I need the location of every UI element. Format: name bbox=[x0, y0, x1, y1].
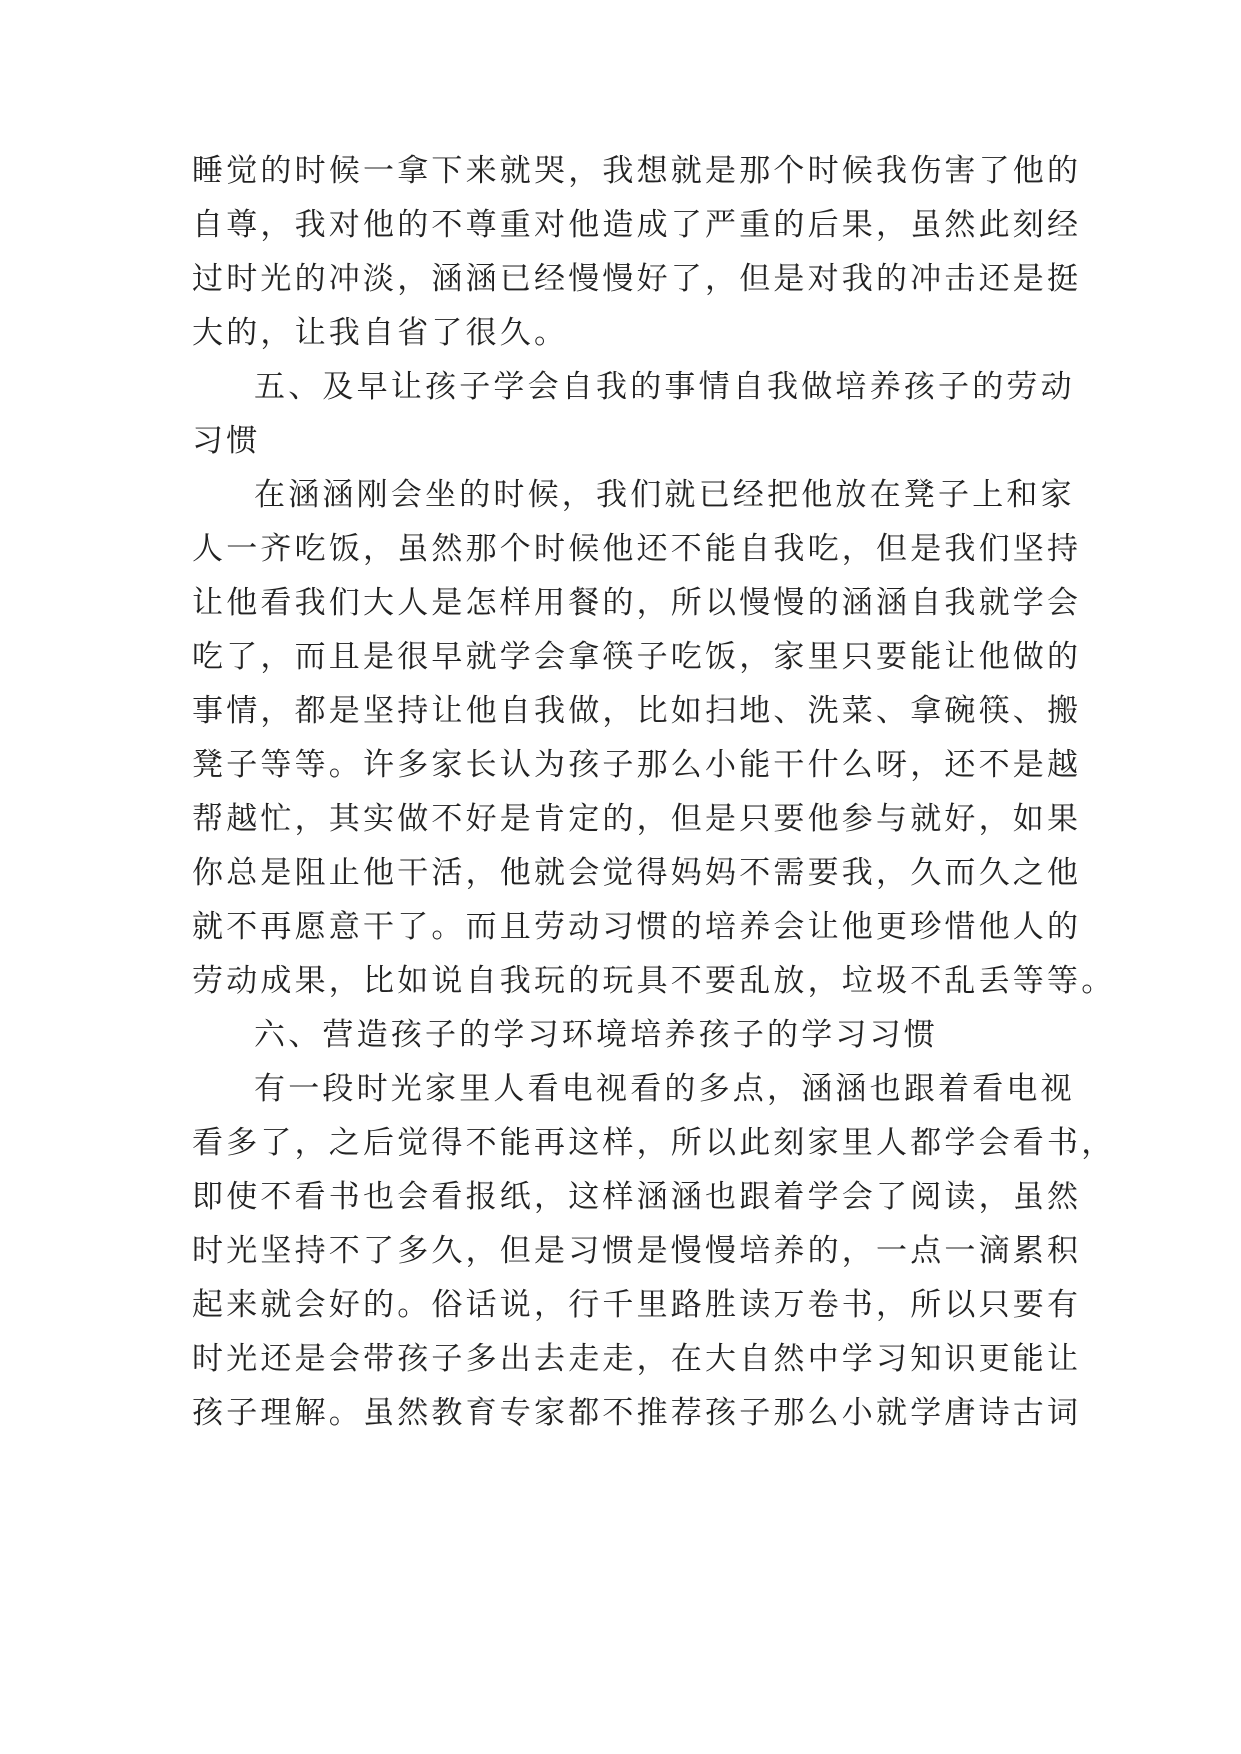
text-line: 孩子理解。虽然教育专家都不推荐孩子那么小就学唐诗古词 bbox=[192, 1395, 1082, 1431]
text-line: 睡觉的时候一拿下来就哭，我想就是那个时候我伤害了他的 bbox=[192, 153, 1082, 189]
text-line: 凳子等等。许多家长认为孩子那么小能干什么呀，还不是越 bbox=[192, 747, 1082, 783]
text-line: 你总是阻止他干活，他就会觉得妈妈不需要我，久而久之他 bbox=[192, 855, 1082, 891]
text-line: 就不再愿意干了。而且劳动习惯的培养会让他更珍惜他人的 bbox=[192, 909, 1082, 945]
text-line: 时光坚持不了多久，但是习惯是慢慢培养的，一点一滴累积 bbox=[192, 1233, 1082, 1269]
text-line: 吃了，而且是很早就学会拿筷子吃饭，家里只要能让他做的 bbox=[192, 639, 1082, 675]
text-line: 过时光的冲淡，涵涵已经慢慢好了，但是对我的冲击还是挺 bbox=[192, 261, 1082, 297]
text-line: 劳动成果，比如说自我玩的玩具不要乱放，垃圾不乱丢等等。 bbox=[192, 963, 1116, 999]
text-line: 时光还是会带孩子多出去走走，在大自然中学习知识更能让 bbox=[192, 1341, 1082, 1377]
text-line: 在涵涵刚会坐的时候，我们就已经把他放在凳子上和家 bbox=[254, 477, 1075, 513]
text-line: 让他看我们大人是怎样用餐的，所以慢慢的涵涵自我就学会 bbox=[192, 585, 1082, 621]
text-line: 起来就会好的。俗话说，行千里路胜读万卷书，所以只要有 bbox=[192, 1287, 1082, 1323]
text-line: 自尊，我对他的不尊重对他造成了严重的后果，虽然此刻经 bbox=[192, 207, 1082, 243]
text-line: 即使不看书也会看报纸，这样涵涵也跟着学会了阅读，虽然 bbox=[192, 1179, 1082, 1215]
text-line: 有一段时光家里人看电视看的多点，涵涵也跟着看电视 bbox=[254, 1071, 1075, 1107]
section-heading-6: 六、营造孩子的学习环境培养孩子的学习习惯 bbox=[254, 1017, 938, 1053]
text-line: 大的，让我自省了很久。 bbox=[192, 315, 569, 351]
text-line: 人一齐吃饭，虽然那个时候他还不能自我吃，但是我们坚持 bbox=[192, 531, 1082, 567]
text-line: 事情，都是坚持让他自我做，比如扫地、洗菜、拿碗筷、搬 bbox=[192, 693, 1082, 729]
section-heading-5-continued: 习惯 bbox=[192, 423, 261, 459]
section-heading-5: 五、及早让孩子学会自我的事情自我做培养孩子的劳动 bbox=[254, 369, 1075, 405]
text-line: 看多了，之后觉得不能再这样，所以此刻家里人都学会看书， bbox=[192, 1125, 1116, 1161]
text-line: 帮越忙，其实做不好是肯定的，但是只要他参与就好，如果 bbox=[192, 801, 1082, 837]
